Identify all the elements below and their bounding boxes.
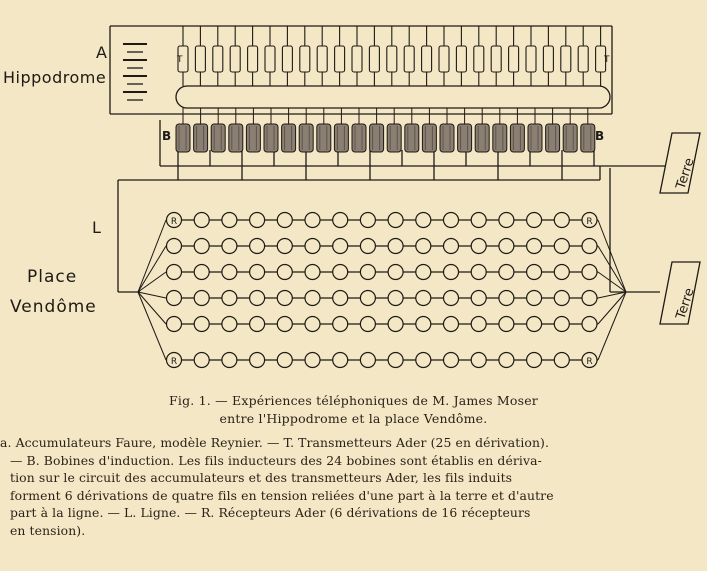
receiver-r-label: R — [170, 217, 178, 227]
receiver — [277, 317, 292, 332]
transmitter — [335, 46, 345, 72]
receiver — [388, 353, 403, 368]
receiver — [499, 213, 514, 228]
receiver — [554, 353, 569, 368]
receiver — [582, 317, 597, 332]
label-l: L — [92, 218, 101, 237]
receiver — [333, 265, 348, 280]
receiver — [471, 353, 486, 368]
receiver — [527, 213, 542, 228]
receiver — [527, 239, 542, 254]
receiver — [499, 265, 514, 280]
receiver — [471, 213, 486, 228]
receiver — [222, 317, 237, 332]
receiver — [277, 353, 292, 368]
transmitter — [404, 46, 414, 72]
induction-coil — [211, 124, 225, 152]
transmitter — [213, 46, 223, 72]
receiver — [554, 291, 569, 306]
legend-line-2: — B. Bobines d'induction. Les fils inducteurs des 24 bobines sont établis en dériva- — [10, 452, 542, 468]
receiver-r-label: R — [170, 357, 178, 367]
receiver — [416, 317, 431, 332]
receiver — [167, 291, 182, 306]
legend-line-1: a. Accumulateurs Faure, modèle Reynier. — T. Transmetteurs Ader (25 en dérivation). — [0, 435, 549, 450]
receiver — [360, 291, 375, 306]
receiver — [471, 317, 486, 332]
induction-coil — [334, 124, 348, 152]
receiver — [499, 317, 514, 332]
receiver — [222, 265, 237, 280]
receiver — [305, 317, 320, 332]
induction-coil — [440, 124, 454, 152]
induction-coil — [352, 124, 366, 152]
receiver — [444, 239, 459, 254]
induction-coil — [510, 124, 524, 152]
induction-coil — [282, 124, 296, 152]
receiver — [388, 239, 403, 254]
transmitter — [439, 46, 449, 72]
receiver — [250, 239, 265, 254]
induction-coil — [387, 124, 401, 152]
transmitter — [317, 46, 327, 72]
receiver — [305, 353, 320, 368]
induction-coil — [229, 124, 243, 152]
receiver — [305, 239, 320, 254]
receiver — [471, 265, 486, 280]
receiver — [333, 239, 348, 254]
receiver — [499, 239, 514, 254]
receiver — [444, 317, 459, 332]
receiver — [333, 317, 348, 332]
transmitter — [561, 46, 571, 72]
receiver — [444, 213, 459, 228]
receiver — [305, 291, 320, 306]
terre-box-bottom — [660, 262, 700, 324]
induction-coil — [422, 124, 436, 152]
receiver — [360, 353, 375, 368]
induction-coil — [458, 124, 472, 152]
receiver — [167, 265, 182, 280]
transmitter — [369, 46, 379, 72]
receiver — [416, 291, 431, 306]
label-t-left: T — [177, 55, 183, 65]
transmitter-row — [178, 26, 606, 86]
transmitter — [282, 46, 292, 72]
receiver — [333, 291, 348, 306]
legend-line-3: tion sur le circuit des accumulateurs et des transmetteurs Ader, les fils induits — [10, 470, 513, 486]
receiver — [527, 317, 542, 332]
receiver — [416, 265, 431, 280]
label-vendome: Vendôme — [10, 297, 97, 317]
label-t-right: T — [604, 55, 610, 65]
transmitter — [265, 46, 275, 72]
receiver — [222, 291, 237, 306]
transmitter — [526, 46, 536, 72]
figure-caption-line-1: Fig. 1. — Expériences téléphoniques de M. James Moser — [169, 393, 538, 408]
induction-coil — [581, 124, 595, 152]
induction-coil — [370, 124, 384, 152]
label-place: Place — [27, 267, 78, 287]
receiver — [444, 291, 459, 306]
label-b-right: B — [595, 129, 605, 143]
induction-coil — [246, 124, 260, 152]
transmitter — [543, 46, 553, 72]
receiver — [277, 291, 292, 306]
receiver — [582, 239, 597, 254]
receiver — [499, 353, 514, 368]
label-hippodrome: Hippodrome — [3, 68, 107, 87]
label-a: A — [96, 43, 107, 62]
receiver — [250, 291, 265, 306]
transmitter — [456, 46, 466, 72]
induction-coil — [405, 124, 419, 152]
receiver — [222, 213, 237, 228]
transmitter — [387, 46, 397, 72]
receiver — [360, 213, 375, 228]
receiver — [416, 353, 431, 368]
receiver — [222, 353, 237, 368]
receiver — [582, 291, 597, 306]
receiver — [222, 239, 237, 254]
receiver — [194, 291, 209, 306]
induction-coil — [546, 124, 560, 152]
transmitter — [300, 46, 310, 72]
figure-legend — [0, 434, 700, 540]
receiver — [360, 317, 375, 332]
terre-label-bottom: Terre — [673, 286, 698, 322]
receiver — [194, 353, 209, 368]
receiver — [305, 265, 320, 280]
induction-coil — [528, 124, 542, 152]
receiver — [167, 239, 182, 254]
receiver — [471, 239, 486, 254]
transmitter — [352, 46, 362, 72]
receiver — [554, 265, 569, 280]
receiver-r-label: R — [586, 217, 593, 227]
transmitter — [230, 46, 240, 72]
transmitter — [248, 46, 258, 72]
receiver-r-label: R — [586, 357, 593, 367]
receiver — [444, 353, 459, 368]
receiver-grid — [166, 213, 598, 368]
receiver — [305, 213, 320, 228]
transmitter — [491, 46, 501, 72]
receiver — [360, 239, 375, 254]
induction-coil — [317, 124, 331, 152]
receiver — [388, 213, 403, 228]
receiver — [527, 265, 542, 280]
receiver — [250, 265, 265, 280]
receiver — [277, 265, 292, 280]
receiver — [333, 353, 348, 368]
receiver — [250, 317, 265, 332]
receiver — [360, 265, 375, 280]
induction-coil — [475, 124, 489, 152]
receiver — [194, 213, 209, 228]
induction-coil — [493, 124, 507, 152]
receiver — [554, 213, 569, 228]
legend-line-4: forment 6 dérivations de quatre fils en tension reliées d'une part à la terre et d'autre — [10, 487, 554, 503]
receiver — [582, 265, 597, 280]
transmitter — [578, 46, 588, 72]
receiver — [499, 291, 514, 306]
receiver — [333, 213, 348, 228]
transmitter — [509, 46, 519, 72]
transmitter — [474, 46, 484, 72]
receiver — [388, 317, 403, 332]
terre-label-top: Terre — [673, 156, 698, 192]
receiver — [277, 213, 292, 228]
receiver — [527, 291, 542, 306]
label-b-left: B — [162, 129, 172, 143]
figure-caption-line-2: entre l'Hippodrome et la place Vendôme. — [219, 411, 488, 426]
induction-coil — [194, 124, 208, 152]
receiver — [167, 317, 182, 332]
receiver — [194, 265, 209, 280]
receiver — [250, 353, 265, 368]
terre-box-top — [660, 133, 700, 193]
receiver — [250, 213, 265, 228]
induction-coil — [176, 124, 190, 152]
transmitter — [195, 46, 205, 72]
receiver — [277, 239, 292, 254]
receiver — [388, 291, 403, 306]
legend-line-5: part à la ligne. — L. Ligne. — R. Récepteurs Ader (6 dérivations de 16 récepteurs — [10, 505, 531, 521]
receiver — [388, 265, 403, 280]
transmitter — [422, 46, 432, 72]
receiver — [527, 353, 542, 368]
legend-line-6: en tension). — [10, 522, 86, 538]
receiver — [554, 317, 569, 332]
receiver — [416, 239, 431, 254]
receiver — [416, 213, 431, 228]
receiver — [444, 265, 459, 280]
induction-coil — [264, 124, 278, 152]
receiver — [471, 291, 486, 306]
induction-coil — [299, 124, 313, 152]
receiver — [554, 239, 569, 254]
induction-coil — [563, 124, 577, 152]
receiver — [194, 317, 209, 332]
receiver — [194, 239, 209, 254]
